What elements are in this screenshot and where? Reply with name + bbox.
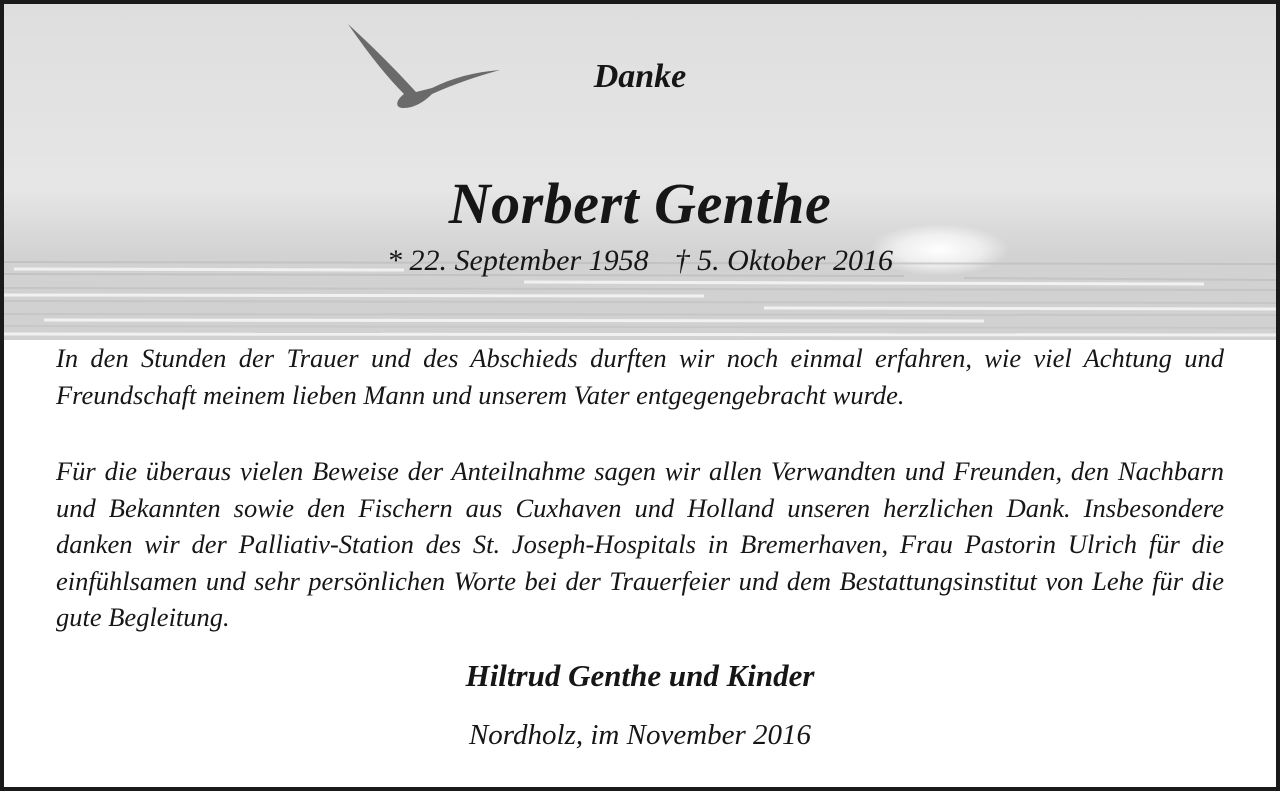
deceased-name: Norbert Genthe [448,171,832,236]
thanks-paragraph-1: In den Stunden der Trauer und des Abschieds durften wir noch einmal erfahren, wie viel Achtung und Freundschaft meinem lieben Mann und unserem Vater entgegengebracht wurde. [56,343,1224,410]
thanks-paragraph-2: Für die überaus vielen Beweise der Anteilnahme sagen wir allen Verwandten und Freunden, den Nachbarn und Bekannten sowie den Fischern aus Cuxhaven und Holland unseren herzlichen Dank. Insbesondere danken wir der Palliativ-Station des St. Joseph-Hospitals in Bremerhaven, Frau Pastorin Ulrich für die einfühlsamen und sehr persönlichen Worte bei der Trauerfeier und dem Bestattungsinstitut von Lehe für die gute Begleitung. [56,456,1224,632]
place-and-date: Nordholz, im November 2016 [468,719,812,751]
death-date: † 5. Oktober 2016 [674,244,893,277]
signature: Hiltrud Genthe und Kinder [465,658,815,693]
life-dates [4,244,1276,278]
thanks-heading: Danke [593,58,687,95]
birth-date: * 22. September 1958 [387,244,649,277]
